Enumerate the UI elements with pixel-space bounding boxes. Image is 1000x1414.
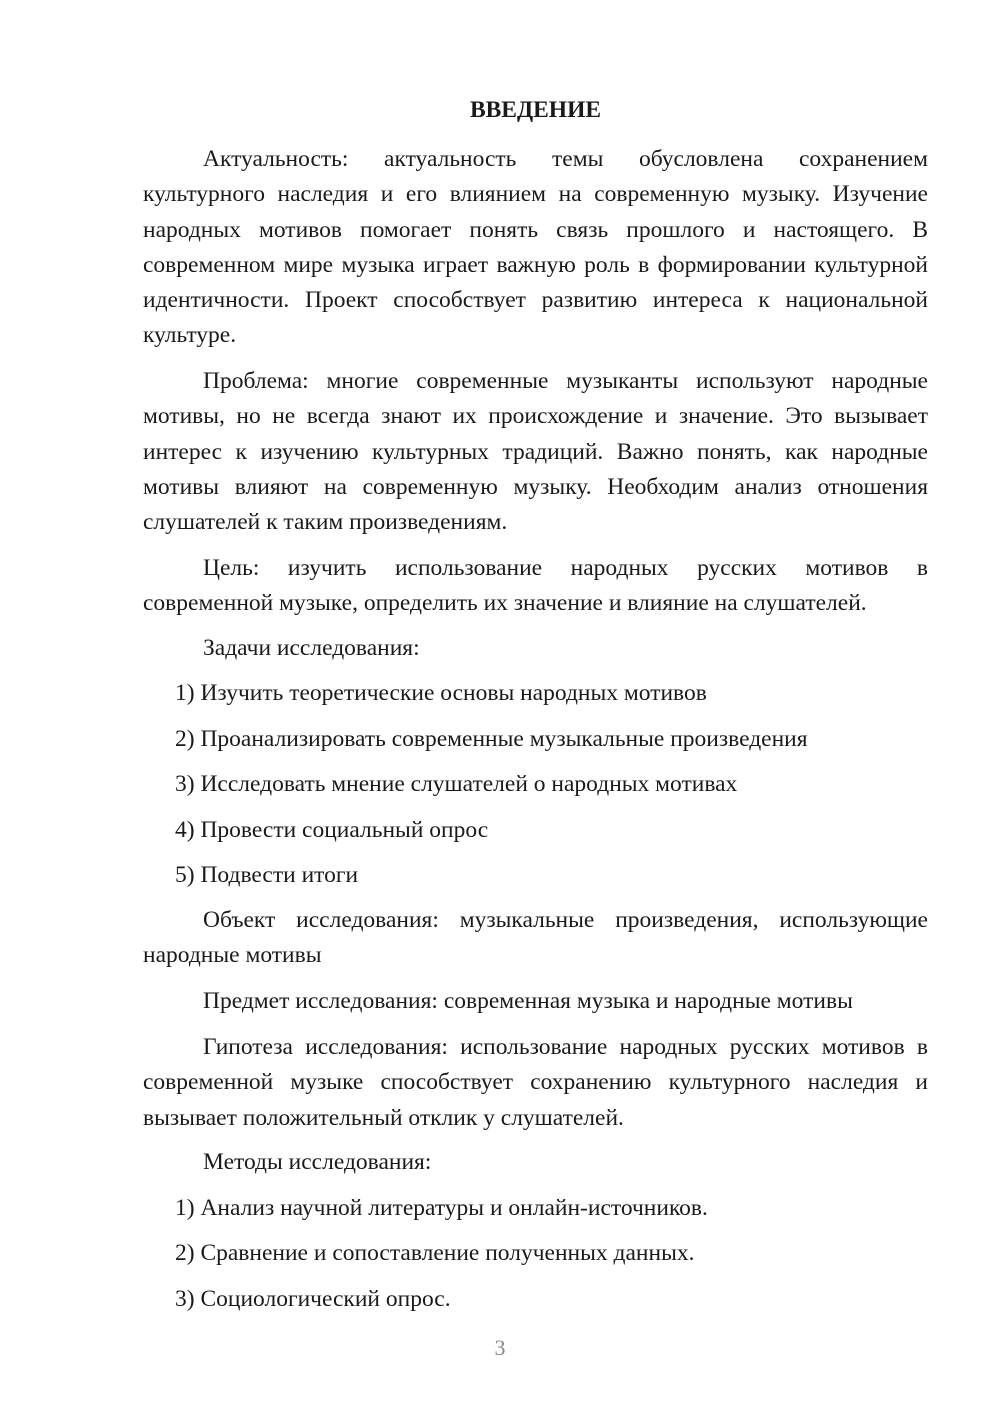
task-item: 5) Подвести итоги [175, 862, 359, 888]
goal-paragraph: Цель: изучить использование народных русских мотивов в современной музыке, определить их значение и влияние на слушателей. [143, 555, 928, 617]
method-item: 1) Анализ научной литературы и онлайн-источников. [175, 1195, 708, 1221]
section-title: ВВЕДЕНИЕ [469, 97, 602, 123]
object-paragraph: Объект исследования: музыкальные произведения, использующие народные мотивы [143, 907, 928, 969]
method-item: 3) Социологический опрос. [175, 1286, 451, 1312]
page-number: 3 [494, 1335, 506, 1360]
task-item: 4) Провести социальный опрос [175, 817, 489, 843]
tasks-heading: Задачи исследования: [203, 635, 420, 661]
subject-paragraph: Предмет исследования: современная музыка и народные мотивы [203, 988, 853, 1014]
task-item: 1) Изучить теоретические основы народных мотивов [175, 680, 707, 706]
relevance-paragraph: Актуальность: актуальность темы обусловлена сохранением культурного наследия и его влиянием на современную музыку. Изучение народных мотивов помогает понять связь прошлого и настоящего. В современном мире музыка играет важную роль в формировании культурной идентичности. Проект способствует развитию интереса к национальной культуре. [143, 146, 928, 349]
problem-paragraph: Проблема: многие современные музыканты используют народные мотивы, но не всегда знают их происхождение и значение. Это вызывает интерес к изучению культурных традиций. Важно понять, как народные мотивы влияют на современную музыку. Необходим анализ отношения слушателей к таким произведениям. [143, 368, 928, 536]
methods-heading: Методы исследования: [203, 1149, 432, 1175]
method-item: 2) Сравнение и сопоставление полученных данных. [175, 1240, 695, 1266]
task-item: 2) Проанализировать современные музыкальные произведения [175, 726, 808, 752]
hypothesis-paragraph: Гипотеза исследования: использование народных русских мотивов в современной музыке способствует сохранению культурного наследия и вызывает положительный отклик у слушателей. [143, 1034, 928, 1131]
task-item: 3) Исследовать мнение слушателей о народных мотивах [175, 771, 738, 797]
